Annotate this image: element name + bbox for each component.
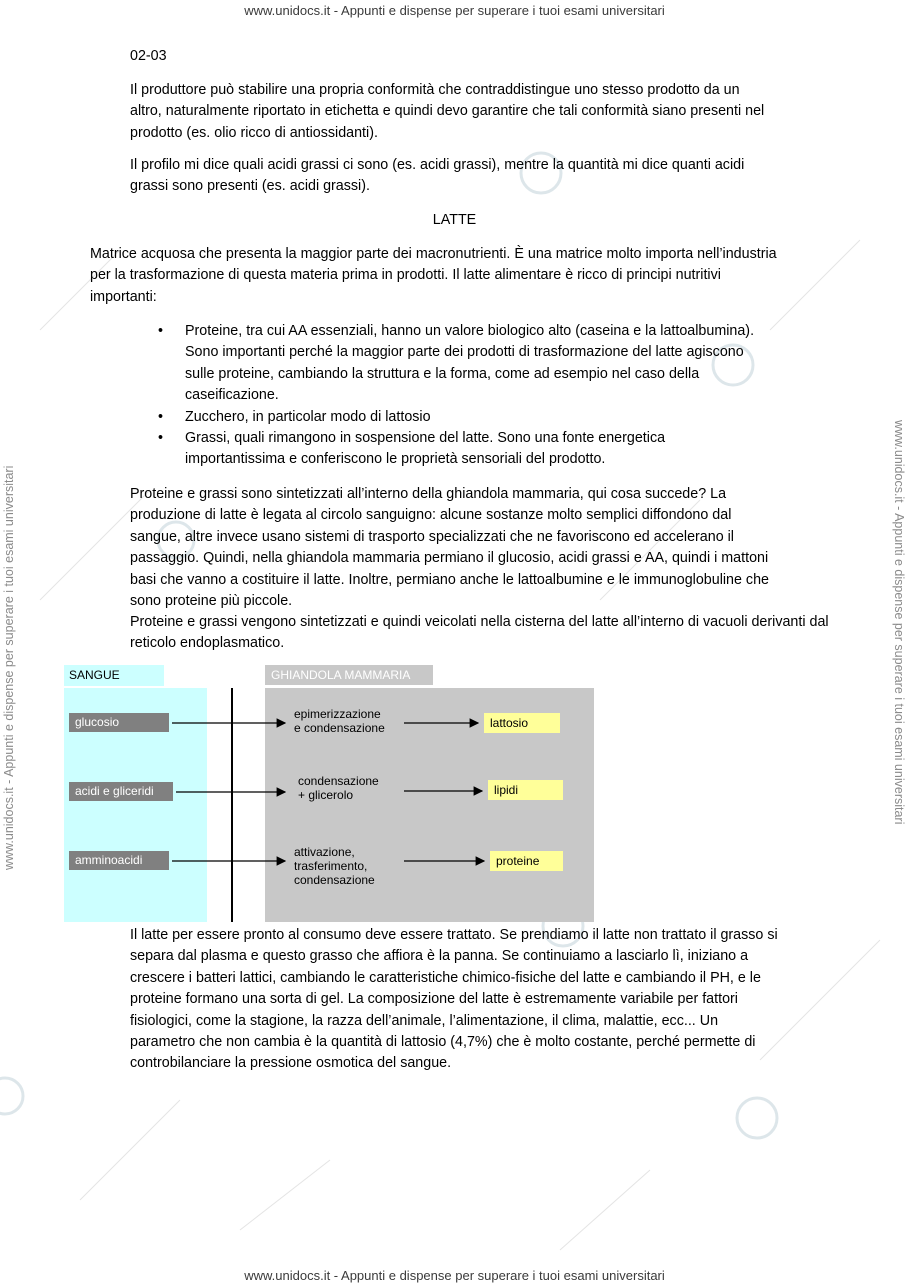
watermark-right: www.unidocs.it - Appunti e dispense per superare i tuoi esami universitari <box>892 420 906 825</box>
watermark-bottom: www.unidocs.it - Appunti e dispense per superare i tuoi esami universitari <box>244 1268 665 1283</box>
list-item-text: Grassi, quali rimangono in sospensione del latte. Sono una fonte energetica importantissima e conferiscono le proprietà sensoriali del prodotto. <box>185 430 666 468</box>
source-glucosio: glucosio <box>69 713 169 732</box>
paragraph-matrice: Matrice acquosa che presenta la maggior parte dei macronutrienti. È una matrice molto importa nell’industria per la trasformazione di questa materia prima in prodotti. Il latte alimentare è ricco di principi nutritivi importanti: <box>90 246 777 305</box>
paragraph-veicolati: Proteine e grassi vengono sintetizzati e quindi veicolati nella cisterna del latte all’interno di vacuoli derivanti dal reticolo endoplasmatico. <box>130 614 829 652</box>
bullet-icon: • <box>158 408 164 425</box>
product-proteine: proteine <box>490 851 563 871</box>
bullet-icon: • <box>158 323 164 339</box>
process-proteine: attivazione, trasferimento, condensazione <box>294 845 375 887</box>
section-heading: LATTE <box>432 212 477 228</box>
source-amminoacidi: amminoacidi <box>69 851 169 870</box>
product-lattosio: lattosio <box>484 713 560 733</box>
list-item-text: Proteine, tra cui AA essenziali, hanno un valore biologico alto (caseina e la lattoalbumina). Sono importanti perché la maggior parte dei prodotti di trasformazione del latte agiscono sulle proteine, cambiando la struttura e la forma, come ad esempio nel caso della caseificazione. <box>185 323 755 404</box>
process-lattosio: epimerizzazione e condensazione <box>294 707 385 735</box>
paragraph-trattamento: Il latte per essere pronto al consumo deve essere trattato. Se prendiamo il latte non trattato il grasso si separa dal plasma e questo grasso che affiora è la panna. Se continuiamo a lasciarlo lì, iniziano a crescere i batteri lattici, cambiando le caratteristiche chimico-fisiche del latte e cambiando il PH, e le proteine formano una sorta di gel. La composizione del latte è estremamente variabile per fattori fisiologici, come la stagione, la razza dell’animale, l’alimentazione, il clima, malattie, ecc... Un parametro che non cambia è la quantità di lattosio (4,7%) che è molto costante, perché permette di controbilanciare la pressione osmotica del sangue. <box>130 927 778 1072</box>
list-item-text: Zucchero, in particolar modo di lattosio <box>185 408 431 425</box>
paragraph-ghiandola: Proteine e grassi sono sintetizzati all’interno della ghiandola mammaria, qui cosa succede? La produzione di latte è legata al circolo sanguigno: alcune sostanze molto semplici diffondono dal sangue, altre invece usano sistemi di trasporto specializzati che ne favoriscono ed accelerano il passaggio. Quindi, nella ghiandola mammaria permiano il glucosio, acidi grassi e AA, quindi i mattoni basi che vanno a costituire il latte. Inoltre, permiano anche le lattoalbumine e le immunoglobuline che sono proteine più piccole. <box>130 486 769 610</box>
product-lipidi: lipidi <box>488 780 563 800</box>
page-date: 02-03 <box>130 48 167 64</box>
process-lipidi: condensazione + glicerolo <box>298 774 379 802</box>
watermark-top: www.unidocs.it - Appunti e dispense per superare i tuoi esami universitari <box>244 3 665 18</box>
watermark-left: www.unidocs.it - Appunti e dispense per superare i tuoi esami universitari <box>2 465 16 870</box>
gland-header: GHIANDOLA MAMMARIA <box>265 665 433 685</box>
source-acidi: acidi e gliceridi <box>69 782 173 801</box>
blood-header: SANGUE <box>64 665 164 686</box>
bullet-icon: • <box>158 430 164 447</box>
paragraph-profilo: Il profilo mi dice quali acidi grassi ci sono (es. acidi grassi), mentre la quantità mi dice quanti acidi grassi sono presenti (es. acidi grassi). <box>130 157 745 195</box>
paragraph-conformita: Il produttore può stabilire una propria conformità che contraddistingue uno stesso prodotto da un altro, naturalmente riportato in etichetta e quindi devo garantire che tali conformità siano presenti nel prodotto (es. olio ricco di antiossidanti). <box>130 82 765 141</box>
